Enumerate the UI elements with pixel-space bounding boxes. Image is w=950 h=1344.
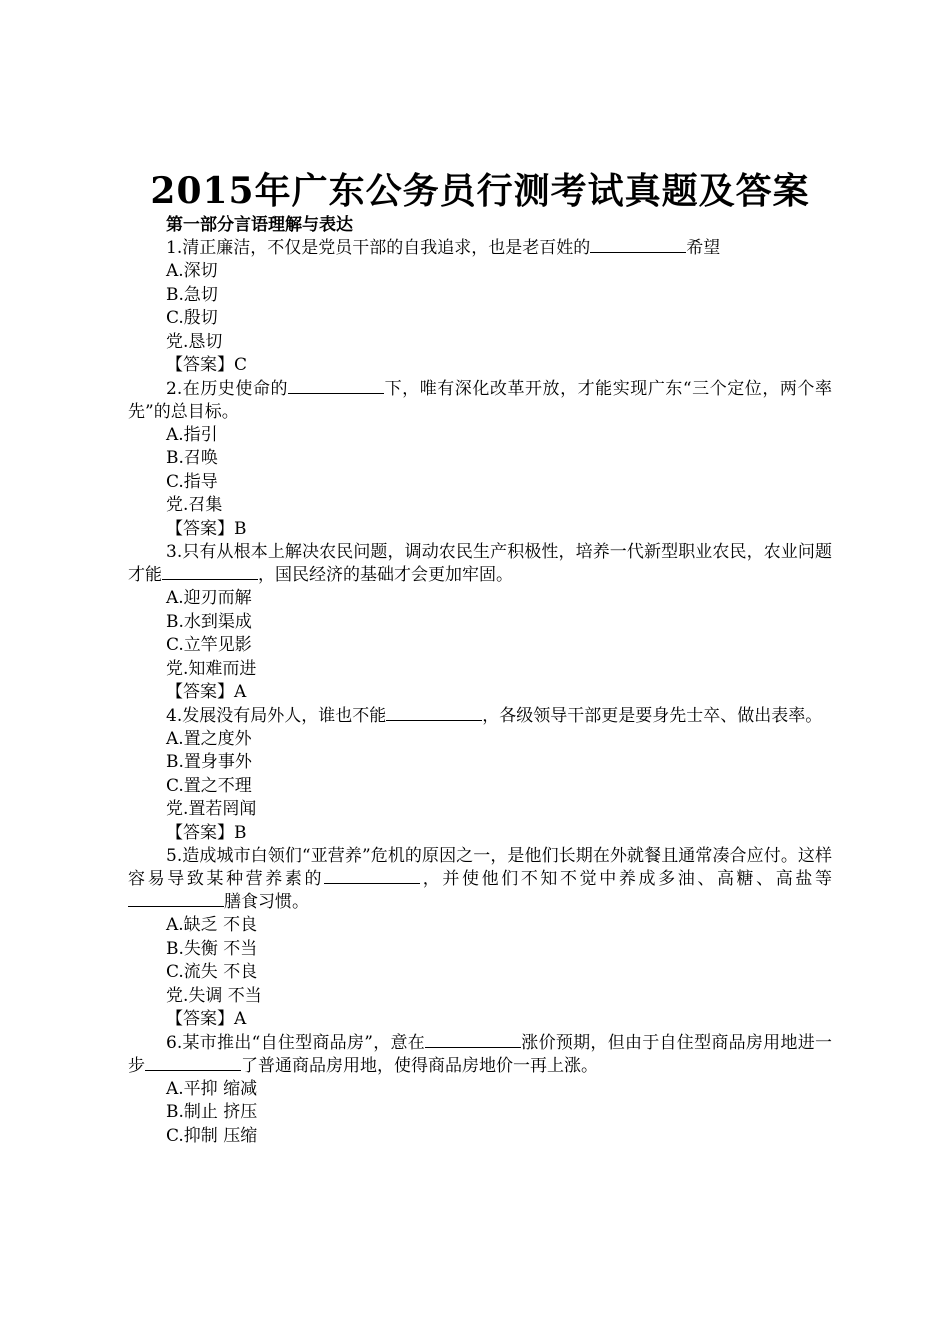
page-title: 2015年广东公务员行测考试真题及答案 xyxy=(150,170,810,212)
answer-blank xyxy=(386,706,482,721)
answer-blank xyxy=(324,869,420,884)
option: A.指引 xyxy=(166,424,218,445)
answer-blank xyxy=(145,1056,241,1071)
option: 党.置若罔闻 xyxy=(166,799,257,819)
question-5: 5.造成城市白领们“亚营养”危机的原因之一，是他们长期在外就餐且通常凑合应付。这样容易导致某种营养素的 ，并使他们不知不觉中养成多油、高糖、高盐等膳食习惯。 xyxy=(128,846,833,912)
question-3: 3.只有从根本上解决农民问题，调动农民生产积极性，培养一代新型职业农民，农业问题才能 ，国民经济的基础才会更加牢固。 xyxy=(128,542,832,585)
option: B.置身事外 xyxy=(166,752,252,772)
option: 党.恳切 xyxy=(166,331,223,352)
section-heading: 第一部分言语理解与表达 xyxy=(166,215,353,235)
option: 党.召集 xyxy=(166,495,223,515)
option: 党.知难而进 xyxy=(166,658,257,679)
option: C.抑制 压缩 xyxy=(166,1125,258,1146)
option: 党.失调 不当 xyxy=(166,985,262,1006)
question-1: 1.清正廉洁，不仅是党员干部的自我追求，也是老百姓的 希望 xyxy=(166,238,721,258)
question-2: 2.在历史使命的 下，唯有深化改革开放，才能实现广东“三个定位，两个率先”的总目标。 xyxy=(128,378,832,422)
option: C.流失 不良 xyxy=(166,962,258,982)
answer: 【答案】A xyxy=(166,682,247,702)
answer: 【答案】A xyxy=(166,1009,247,1029)
option: C.立竿见影 xyxy=(166,635,252,655)
answer: 【答案】C xyxy=(166,355,248,375)
option: B.制止 挤压 xyxy=(166,1102,258,1122)
answer-blank xyxy=(288,379,384,394)
option: C.殷切 xyxy=(166,308,218,328)
option: A.置之度外 xyxy=(166,728,252,749)
option: B.急切 xyxy=(166,284,218,305)
option: A.迎刃而解 xyxy=(166,588,252,608)
option: C.指导 xyxy=(166,471,218,492)
question-6: 6.某市推出“自住型商品房”，意在 涨价预期，但由于自住型商品房用地进一步 了普通商品房用地，使得商品房地价一再上涨。 xyxy=(128,1032,833,1076)
answer-blank xyxy=(128,892,224,907)
option: C.置之不理 xyxy=(166,775,252,796)
answer-blank xyxy=(425,1033,521,1048)
option: A.深切 xyxy=(166,261,218,281)
document-page xyxy=(128,168,832,1148)
answer: 【答案】B xyxy=(166,822,247,843)
answer: 【答案】B xyxy=(166,518,247,539)
answer-blank xyxy=(590,238,686,253)
option: B.失衡 不当 xyxy=(166,938,258,959)
question-4: 4.发展没有局外人，谁也不能 ，各级领导干部更是要身先士卒、做出表率。 xyxy=(166,705,823,726)
answer-blank xyxy=(162,565,258,580)
option: B.水到渠成 xyxy=(166,611,252,632)
option: B.召唤 xyxy=(166,448,218,468)
option: A.缺乏 不良 xyxy=(166,915,258,935)
option: A.平抑 缩减 xyxy=(166,1078,258,1099)
